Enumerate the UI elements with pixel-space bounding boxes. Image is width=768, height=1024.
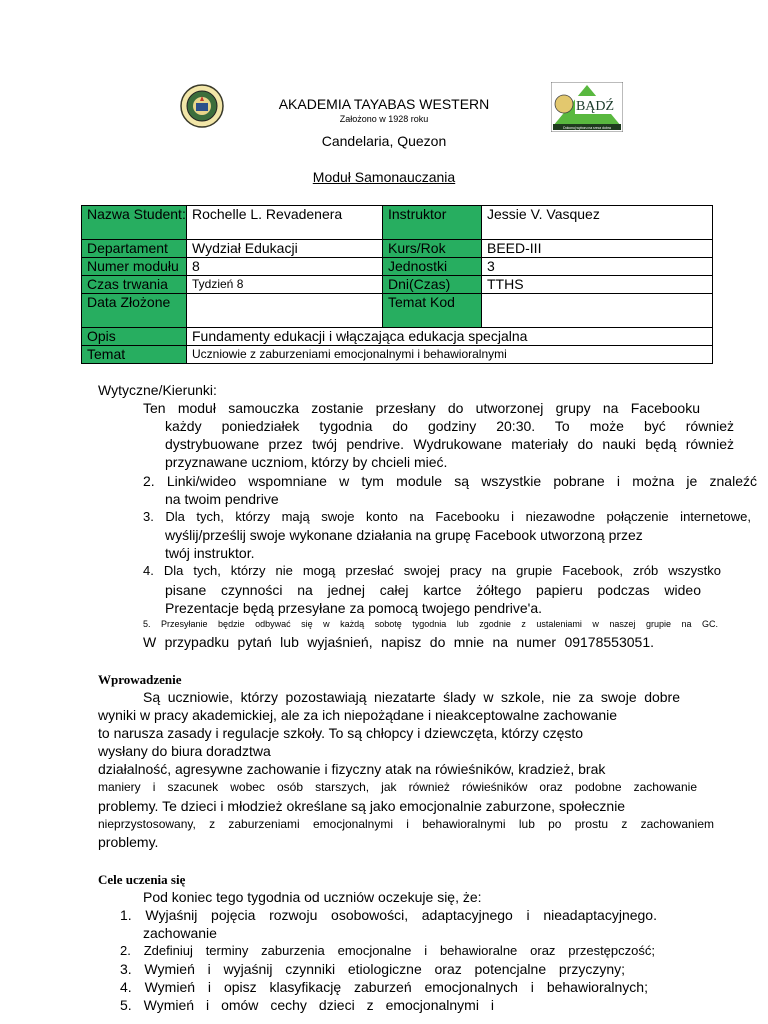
table-row xyxy=(82,258,713,276)
guideline-line: wyślij/prześlij swoje wykonane działania na grupę Facebook utworzoną przez xyxy=(165,527,643,543)
goal-item-3: 3. Wymień i wyjaśnij czynniki etiologiczne oraz potencjalne przyczyny; xyxy=(120,961,625,977)
value-date-submitted xyxy=(187,294,383,328)
guideline-contact: W przypadku pytań lub wyjaśnień, napisz do mnie na numer 09178553051. xyxy=(143,634,654,650)
value-days-time: TTHS xyxy=(482,276,713,294)
intro-line: wysłany do biura doradztwa xyxy=(98,743,271,759)
logo-text: BĄDŹ xyxy=(575,99,615,114)
goals-heading: Cele uczenia się xyxy=(98,872,186,887)
goals-intro: Pod koniec tego tygodnia od uczniów oczekuje się, że: xyxy=(143,889,482,905)
intro-line: maniery i szacunek wobec osób starszych, jak również rówieśników oraz podobne zachowanie xyxy=(98,780,697,794)
label-days-time: Dni(Czas) xyxy=(383,276,482,294)
guideline-line: każdy poniedziałek tygodnia do godziny 20:30. To może być również xyxy=(165,418,734,434)
guideline-line: przyznawane uczniom, którzy by chcieli mieć. xyxy=(165,454,448,470)
value-student-name: Rochelle L. Revadenera xyxy=(187,206,383,240)
module-title: Moduł Samonauczania xyxy=(312,169,456,185)
guideline-line: na twoim pendrive xyxy=(165,491,279,507)
intro-line: Są uczniowie, którzy pozostawiają niezatarte ślady w szkole, nie za swoje dobre xyxy=(143,689,680,705)
label-instructor: Instruktor xyxy=(383,206,482,240)
label-module-number: Numer modułu xyxy=(82,258,187,276)
value-subject-code xyxy=(482,294,713,328)
value-duration: Tydzień 8 xyxy=(187,276,383,294)
value-instructor: Jessie V. Vasquez xyxy=(482,206,713,240)
guideline-line: dystrybuowane przez twój pendrive. Wydrukowane materiały do nauki będą również xyxy=(165,436,734,452)
table-row xyxy=(82,206,713,240)
value-course-year: BEED-III xyxy=(482,240,713,258)
bądź-logo xyxy=(551,82,623,132)
label-description: Opis xyxy=(82,328,187,346)
goal-item-1: 1. Wyjaśnij pojęcia rozwoju osobowości, adaptacyjnego i nieadaptacyjnego. xyxy=(120,907,657,923)
guideline-item-3: 3. Dla tych, którzy mają swoje konto na Facebooku i niezawodne połączenie internetowe, xyxy=(143,509,751,524)
table-row xyxy=(82,328,713,346)
label-units: Jednostki xyxy=(383,258,482,276)
intro-line: to narusza zasady i regulacje szkoły. To są chłopcy i dziewczęta, którzy często xyxy=(98,725,584,741)
value-topic: Uczniowie z zaburzeniami emocjonalnymi i behawioralnymi xyxy=(187,346,713,364)
student-info-table xyxy=(81,205,713,364)
goal-line: zachowanie xyxy=(143,925,217,941)
table-row xyxy=(82,294,713,328)
guideline-line: pisane czynności na jednej całej kartce żółtego papieru podczas wideo xyxy=(165,582,701,598)
intro-line: problemy. xyxy=(98,834,159,850)
intro-line: nieprzystosowany, z zaburzeniami emocjonalnymi i behawioralnymi lub po prostu z zachowaniem xyxy=(98,817,714,831)
goal-item-5: 5. Wymień i omów cechy dzieci z emocjonalnymi i xyxy=(120,997,494,1013)
intro-line: wyniki w pracy akademickiej, ale za ich niepożądane i nieakceptowalne zachowanie xyxy=(98,707,618,723)
value-description: Fundamenty edukacji i włączająca edukacja specjalna xyxy=(187,328,713,346)
guideline-line: Ten moduł samouczka zostanie przesłany do utworzonej grupy na Facebooku xyxy=(143,400,700,416)
intro-line: działalność, agresywne zachowanie i fizyczny atak na rówieśników, kradzież, brak xyxy=(98,761,606,777)
table-row xyxy=(82,240,713,258)
table-row xyxy=(82,276,713,294)
label-department: Departament xyxy=(82,240,187,258)
guideline-line: Prezentacje będą przesyłane za pomocą twojego pendrive'a. xyxy=(165,600,543,616)
logo-subtext: Dokonuj wyboru na rzecz dobra xyxy=(563,126,611,130)
guideline-item-2: 2. Linki/wideo wspomniane w tym module są wszystkie pobrane i można je znaleźć xyxy=(143,473,757,489)
guideline-line: twój instruktor. xyxy=(165,545,255,561)
label-subject-code: Temat Kod xyxy=(383,294,482,328)
intro-line: problemy. Te dzieci i młodzież określane są jako emocjonalnie zaburzone, społecznie xyxy=(98,798,626,814)
label-topic: Temat xyxy=(82,346,187,364)
value-module-number: 8 xyxy=(187,258,383,276)
label-course-year: Kurs/Rok xyxy=(383,240,482,258)
goal-item-2: 2. Zdefiniuj terminy zaburzenia emocjonalne i behawioralne oraz przestępczość; xyxy=(120,943,655,958)
label-date-submitted: Data Złożone xyxy=(82,294,187,328)
intro-heading: Wprowadzenie xyxy=(98,672,182,687)
value-units: 3 xyxy=(482,258,713,276)
label-student-name: Nazwa Student: xyxy=(82,206,187,240)
location: Candelaria, Quezon xyxy=(321,133,447,149)
guideline-item-4: 4. Dla tych, którzy nie mogą przesłać swojej pracy na grupie Facebook, zrób wszystko xyxy=(143,563,721,578)
institution-name: AKADEMIA TAYABAS WESTERN xyxy=(278,96,490,112)
founded-year: Założono w 1928 roku xyxy=(339,114,429,124)
value-department: Wydział Edukacji xyxy=(187,240,383,258)
guidelines-heading: Wytyczne/Kierunki: xyxy=(98,382,217,398)
guideline-item-5: 5. Przesyłanie będzie odbywać się w każdą sobotę tygodnia lub zgodnie z ustaleniami w naszej grupie na GC. xyxy=(143,619,718,629)
label-duration: Czas trwania xyxy=(82,276,187,294)
goal-item-4: 4. Wymień i opisz klasyfikację zaburzeń emocjonalnych i behawioralnych; xyxy=(120,979,648,995)
table-row xyxy=(82,346,713,364)
